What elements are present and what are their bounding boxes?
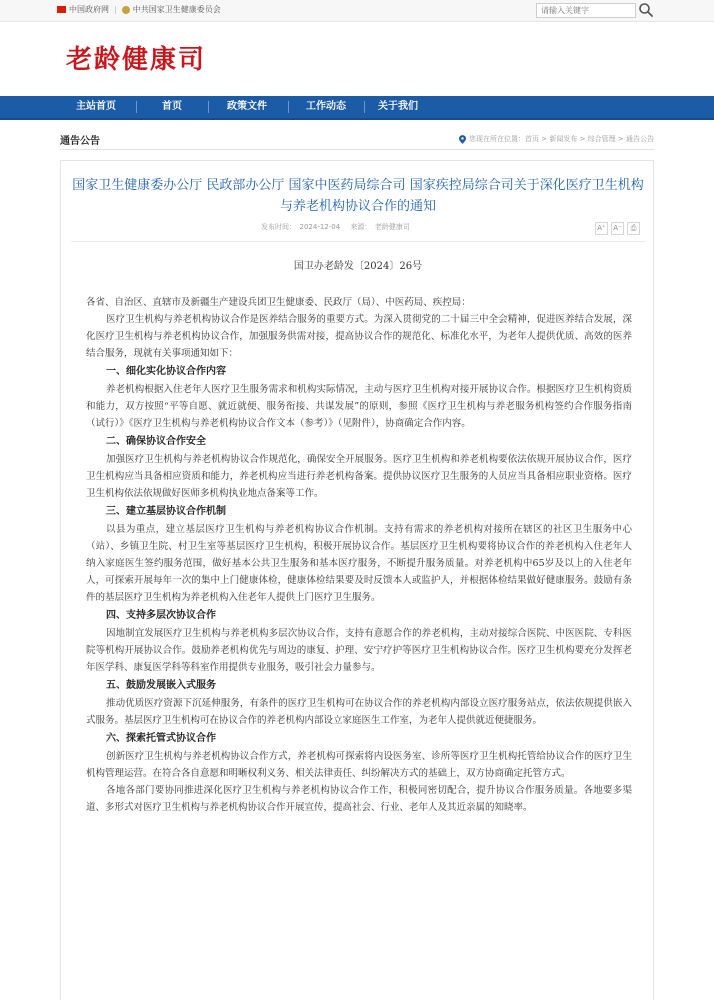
gov-portal-link[interactable]: 中国政府网 bbox=[69, 5, 109, 14]
section-paragraph: 因地制宜发展医疗卫生机构与养老机构多层次协议合作，支持有意愿合作的养老机构，主动对接综合医院、中医医院、专科医院等机构开展协议合作。鼓励养老机构优先与周边的康复、护理、安宁疗护等医疗卫生机构协议合作。医疗卫生机构要充分发挥老年医学科、康复医学科等科室作用提供专业服务，吸引社会力量参与。 bbox=[86, 628, 632, 673]
breadcrumb-home[interactable]: 首页 bbox=[525, 135, 540, 143]
section-paragraph: 创新医疗卫生机构与养老机构协议合作方式，养老机构可探索将内设医务室、诊所等医疗卫生机构托管给协议合作的医疗卫生机构管理运营。在符合各自意愿和明晰权利义务、相关法律责任、纠纷解决方式的基础上，双方协商确定托管方式。 bbox=[86, 751, 632, 779]
commission-link[interactable]: 中共国家卫生健康委员会 bbox=[132, 5, 221, 14]
intro-paragraph: 医疗卫生机构与养老机构协议合作是医养结合服务的重要方式。为深入贯彻党的二十届三中全会精神，促进医养结合发展，深化医疗卫生机构与养老机构协议合作，加强服务供需对接，提高协议合作的规范化、标准化水平，为老年人提供优质、高效的医养结合服务，现就有关事项通知如下： bbox=[86, 314, 632, 359]
breadcrumb-separator: > bbox=[577, 135, 588, 143]
section-title: 通告公告 bbox=[60, 136, 100, 147]
top-utility-bar bbox=[0, 0, 714, 22]
nav-item-policy[interactable]: 政策文件 bbox=[227, 101, 267, 112]
site-header bbox=[0, 22, 714, 96]
nav-item-home[interactable]: 首页 bbox=[162, 101, 182, 112]
main-nav bbox=[0, 96, 714, 120]
breadcrumb-admin[interactable]: 综合管理 bbox=[587, 135, 616, 143]
emblem-icon bbox=[122, 6, 130, 14]
section-paragraph: 加强医疗卫生机构与养老机构协议合作规范化，确保安全开展服务。医疗卫生机构和养老机构要依法依规开展协议合作，医疗卫生机构应当具备相应资质和能力，养老机构应当进行养老机构备案。提供协议医疗卫生服务的人员应当具备相应职业资格。医疗卫生机构依法依规做好医师多机构执业地点备案等工作。 bbox=[86, 454, 632, 499]
article-meta bbox=[261, 222, 418, 232]
breadcrumb-prefix: 您现在所在位置： bbox=[469, 135, 526, 143]
article-body bbox=[86, 294, 632, 816]
nav-item-news[interactable]: 工作动态 bbox=[306, 101, 346, 112]
site-title[interactable]: 老龄健康司 bbox=[66, 45, 207, 75]
salutation: 各省、自治区、直辖市及新疆生产建设兵团卫生健康委、民政厅（局）、中医药局、疾控局： bbox=[86, 297, 471, 308]
flag-icon bbox=[57, 6, 66, 13]
breadcrumb-current[interactable]: 通告公告 bbox=[626, 135, 654, 143]
article-panel bbox=[60, 160, 654, 1000]
breadcrumb-separator: > bbox=[539, 135, 550, 143]
search-input[interactable] bbox=[536, 3, 636, 18]
document-number: 国卫办老龄发〔2024〕26号 bbox=[293, 261, 423, 272]
nav-divider bbox=[136, 101, 137, 113]
breadcrumb-separator: > bbox=[615, 135, 626, 143]
section-paragraph: 以县为重点，建立基层医疗卫生机构与养老机构协议合作机制。支持有需求的养老机构对接所在辖区的社区卫生服务中心（站）、乡镇卫生院、村卫生室等基层医疗卫生机构，积极开展协议合作。基层医疗卫生机构要将协议合作的养老机构入住老年人纳入家庭医生签约服务范围，做好基本公共卫生服务和基本医疗服务，不断提升服务质量。对养老机构中65岁及以上的入住老年人，可探索开展每年一次的集中上门健康体检，健康体检结果要及时反馈本人或监护人，并根据体检结果做好健康服务。鼓励有条件的基层医疗卫生机构为养老机构入住老年人提供上门医疗卫生服务。 bbox=[86, 524, 632, 603]
section-heading: 一、细化实化协议合作内容 bbox=[106, 366, 226, 377]
font-decrease-icon[interactable]: A⁻ bbox=[611, 222, 624, 235]
section-heading: 三、建立基层协议合作机制 bbox=[106, 506, 226, 517]
publish-date: 发布时间： 2024-12-04 bbox=[261, 223, 341, 231]
font-increase-icon[interactable]: A⁺ bbox=[595, 222, 608, 235]
closing-paragraph: 各地各部门要协同推进深化医疗卫生机构与养老机构协议合作工作，积极同密切配合，提升协议合作服务质量。各地要多渠道、多形式对医疗卫生机构与养老机构协议合作开展宣传，提高社会、行业、老年人及其近亲属的知晓率。 bbox=[86, 785, 632, 813]
nav-item-main-home[interactable]: 主站首页 bbox=[76, 101, 116, 112]
article-tools bbox=[595, 222, 640, 235]
article-source: 来源： 老龄健康司 bbox=[350, 223, 410, 231]
breadcrumb bbox=[459, 134, 654, 144]
breadcrumb-bar bbox=[60, 128, 654, 150]
top-links bbox=[57, 4, 221, 15]
breadcrumb-news[interactable]: 新闻发布 bbox=[549, 135, 578, 143]
nav-item-about[interactable]: 关于我们 bbox=[378, 101, 418, 112]
section-paragraph: 养老机构根据入住老年人医疗卫生服务需求和机构实际情况，主动与医疗卫生机构对接开展协议合作。根据医疗卫生机构资质和能力，双方按照“平等自愿、就近就便、服务衔接、共谋发展”的原则，参照《医疗卫生机构与养老服务机构签约合作服务指南（试行）》《医疗卫生机构与养老机构协议合作文本（参考）》（见附件），协商确定合作内容。 bbox=[86, 384, 632, 429]
nav-divider bbox=[208, 101, 209, 113]
section-heading: 六、探索托管式协议合作 bbox=[106, 733, 216, 744]
title-divider bbox=[71, 241, 645, 242]
section-heading: 五、鼓励发展嵌入式服务 bbox=[106, 680, 216, 691]
nav-divider bbox=[288, 101, 289, 113]
nav-divider bbox=[364, 101, 365, 113]
location-pin-icon bbox=[459, 135, 466, 144]
search-icon[interactable] bbox=[638, 2, 654, 18]
print-icon[interactable]: ⎙ bbox=[627, 222, 640, 235]
article-title: 国家卫生健康委办公厅 民政部办公厅 国家中医药局综合司 国家疾控局综合司关于深化医疗卫生机构与养老机构协议合作的通知 bbox=[72, 178, 644, 214]
section-heading: 二、确保协议合作安全 bbox=[106, 436, 206, 447]
section-paragraph: 推动优质医疗资源下沉延伸服务，有条件的医疗卫生机构可在协议合作的养老机构内部设立医疗服务站点，依法依规提供嵌入式服务。基层医疗卫生机构可在协议合作的养老机构内部设立家庭医生工作室，为老年人提供就近便捷服务。 bbox=[86, 698, 632, 726]
section-heading: 四、支持多层次协议合作 bbox=[106, 610, 216, 621]
link-separator: | bbox=[114, 5, 117, 14]
